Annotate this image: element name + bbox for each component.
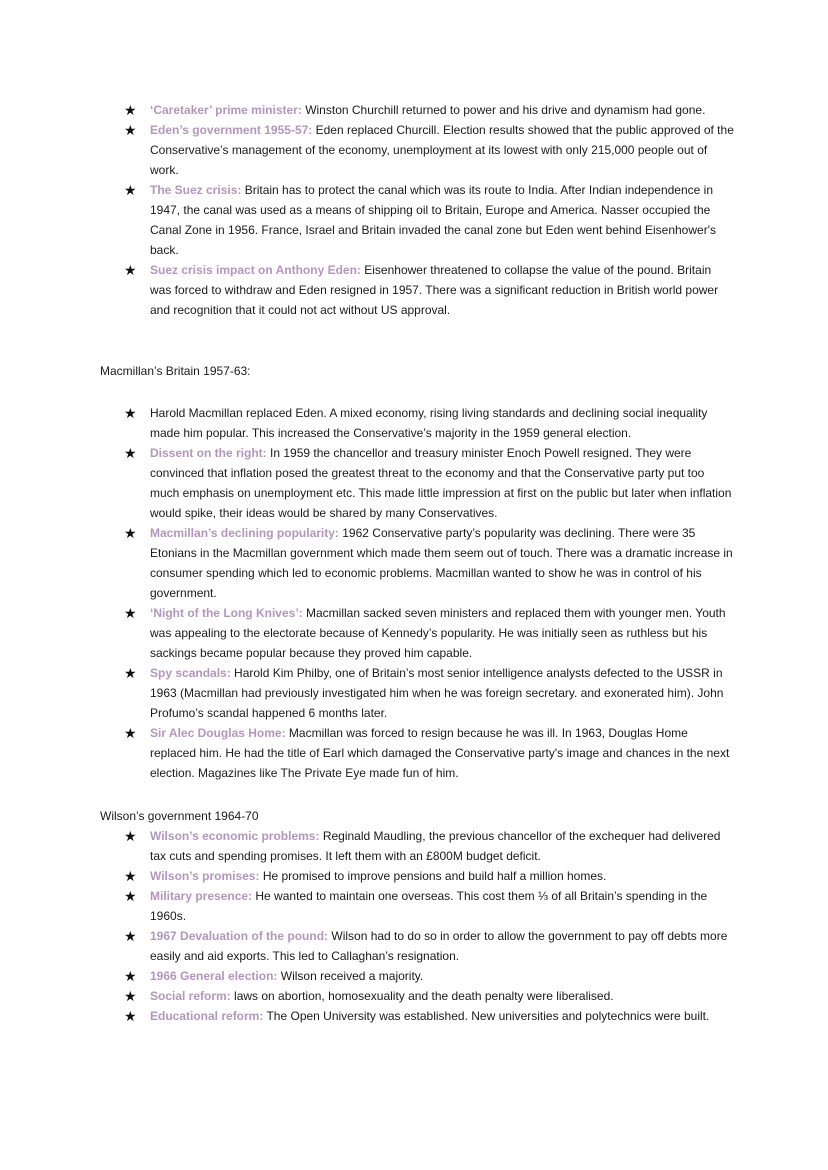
list-item bbox=[124, 886, 734, 926]
term-label: 1967 Devaluation of the pound: bbox=[150, 929, 329, 943]
list-item bbox=[124, 866, 734, 886]
term-label: 1966 General election: bbox=[150, 969, 278, 983]
star-bullet-icon: ★ bbox=[124, 725, 137, 741]
list-item bbox=[124, 966, 734, 986]
list-item bbox=[124, 723, 734, 783]
star-bullet-icon: ★ bbox=[124, 868, 137, 884]
star-bullet-icon: ★ bbox=[124, 665, 137, 681]
term-label: Social reform: bbox=[150, 989, 231, 1003]
list-item bbox=[124, 180, 734, 260]
term-label: Dissent on the right: bbox=[150, 446, 267, 460]
item-text: Harold Kim Philby, one of Britain’s most senior intelligence analysts defected to the USSR in 1963 (Macmillan had previously investigated him when he was foreign secretary. and exonerated him). John Profumo’s scandal happened 6 months later. bbox=[150, 666, 724, 720]
item-text: He wanted to maintain one overseas. This cost them ⅓ of all Britain’s spending in the 1960s. bbox=[150, 889, 708, 923]
term-label: Sir Alec Douglas Home: bbox=[150, 726, 286, 740]
item-text: Eisenhower threatened to collapse the value of the pound. Britain was forced to withdraw and Eden resigned in 1957. There was a significant reduction in British world power and recognition that it could not act without US approval. bbox=[150, 263, 719, 317]
term-label: ‘Caretaker’ prime minister: bbox=[150, 103, 302, 117]
term-label: Wilson’s economic problems: bbox=[150, 829, 320, 843]
list-item bbox=[124, 663, 734, 723]
item-text: Macmillan was forced to resign because he was ill. In 1963, Douglas Home replaced him. He had the title of Earl which damaged the Conservative party's image and chances in the next election. Magazines like The Private Eye made fun of him. bbox=[150, 726, 730, 780]
star-bullet-icon: ★ bbox=[124, 988, 137, 1004]
list-item bbox=[124, 603, 734, 663]
star-bullet-icon: ★ bbox=[124, 928, 137, 944]
term-label: Eden’s government 1955-57: bbox=[150, 123, 313, 137]
bullet-list-macmillan bbox=[124, 403, 734, 783]
star-bullet-icon: ★ bbox=[124, 262, 137, 278]
term-label: Military presence: bbox=[150, 889, 253, 903]
list-item bbox=[124, 443, 734, 523]
term-label: Spy scandals: bbox=[150, 666, 231, 680]
term-label: ‘Night of the Long Knives’: bbox=[150, 606, 303, 620]
list-item bbox=[124, 986, 734, 1006]
list-item bbox=[124, 403, 734, 443]
item-text: Harold Macmillan replaced Eden. A mixed economy, rising living standards and declining social inequality made him popular. This increased the Conservative’s majority in the 1959 general election. bbox=[150, 406, 708, 440]
item-text: 1962 Conservative party’s popularity was declining. There were 35 Etonians in the Macmillan government which made them seem out of touch. There was a dramatic increase in consumer spending which led to economic problems. Macmillan wanted to show he was in control of his government. bbox=[150, 526, 733, 600]
bullet-list-eden-era bbox=[124, 100, 734, 320]
section-heading-macmillan: Macmillan’s Britain 1957-63: bbox=[100, 364, 251, 378]
item-text: Britain has to protect the canal which was its route to India. After Indian independence in 1947, the canal was used as a means of shipping oil to Britain, Europe and America. Nasser occupied the Canal Zone in 1956. France, Israel and Britain invaded the canal zone but Eden went behind Eisenhower's back. bbox=[150, 183, 716, 257]
star-bullet-icon: ★ bbox=[124, 122, 137, 138]
item-text: Wilson had to do so in order to allow the government to pay off debts more easily and aid exports. This led to Callaghan’s resignation. bbox=[150, 929, 728, 963]
star-bullet-icon: ★ bbox=[124, 968, 137, 984]
item-text: He promised to improve pensions and build half a million homes. bbox=[259, 869, 607, 883]
list-item bbox=[124, 1006, 734, 1026]
star-bullet-icon: ★ bbox=[124, 405, 137, 421]
bullet-list-wilson bbox=[124, 826, 734, 1026]
star-bullet-icon: ★ bbox=[124, 525, 137, 541]
item-text: Eden replaced Churcill. Election results showed that the public approved of the Conservative’s management of the economy, unemployment at its lowest with only 215,000 people out of work. bbox=[150, 123, 734, 177]
list-item bbox=[124, 926, 734, 966]
list-item bbox=[124, 100, 734, 120]
list-item bbox=[124, 260, 734, 320]
term-label: Macmillan’s declining popularity: bbox=[150, 526, 339, 540]
star-bullet-icon: ★ bbox=[124, 445, 137, 461]
star-bullet-icon: ★ bbox=[124, 182, 137, 198]
star-bullet-icon: ★ bbox=[124, 605, 137, 621]
star-bullet-icon: ★ bbox=[124, 888, 137, 904]
item-text: Macmillan sacked seven ministers and replaced them with younger men. Youth was appealing to the electorate because of Kennedy’s popularity. He was initially seen as ruthless but his sackings became popular because they proved him capable. bbox=[150, 606, 726, 660]
list-item bbox=[124, 523, 734, 603]
term-label: Wilson’s promises: bbox=[150, 869, 260, 883]
star-bullet-icon: ★ bbox=[124, 1008, 137, 1024]
item-text: laws on abortion, homosexuality and the death penalty were liberalised. bbox=[230, 989, 614, 1003]
item-text: Reginald Maudling, the previous chancellor of the exchequer had delivered tax cuts and spending promises. It left them with an £800M budget deficit. bbox=[150, 829, 721, 863]
item-text: In 1959 the chancellor and treasury minister Enoch Powell resigned. They were convinced that inflation posed the greatest threat to the economy and that the Conservative party put too much emphasis on unemployment etc. This made little impression at first on the public but later when inflation would spike, their ideas would be shared by many Conservatives. bbox=[150, 446, 732, 520]
star-bullet-icon: ★ bbox=[124, 828, 137, 844]
item-text: Winston Churchill returned to power and his drive and dynamism had gone. bbox=[301, 103, 706, 117]
list-item bbox=[124, 120, 734, 180]
term-label: The Suez crisis: bbox=[150, 183, 242, 197]
list-item bbox=[124, 826, 734, 866]
item-text: The Open University was established. New universities and polytechnics were built. bbox=[263, 1009, 710, 1023]
star-bullet-icon: ★ bbox=[124, 102, 137, 118]
term-label: Educational reform: bbox=[150, 1009, 264, 1023]
item-text: Wilson received a majority. bbox=[277, 969, 424, 983]
section-heading-wilson: Wilson’s government 1964-70 bbox=[100, 809, 259, 823]
term-label: Suez crisis impact on Anthony Eden: bbox=[150, 263, 361, 277]
